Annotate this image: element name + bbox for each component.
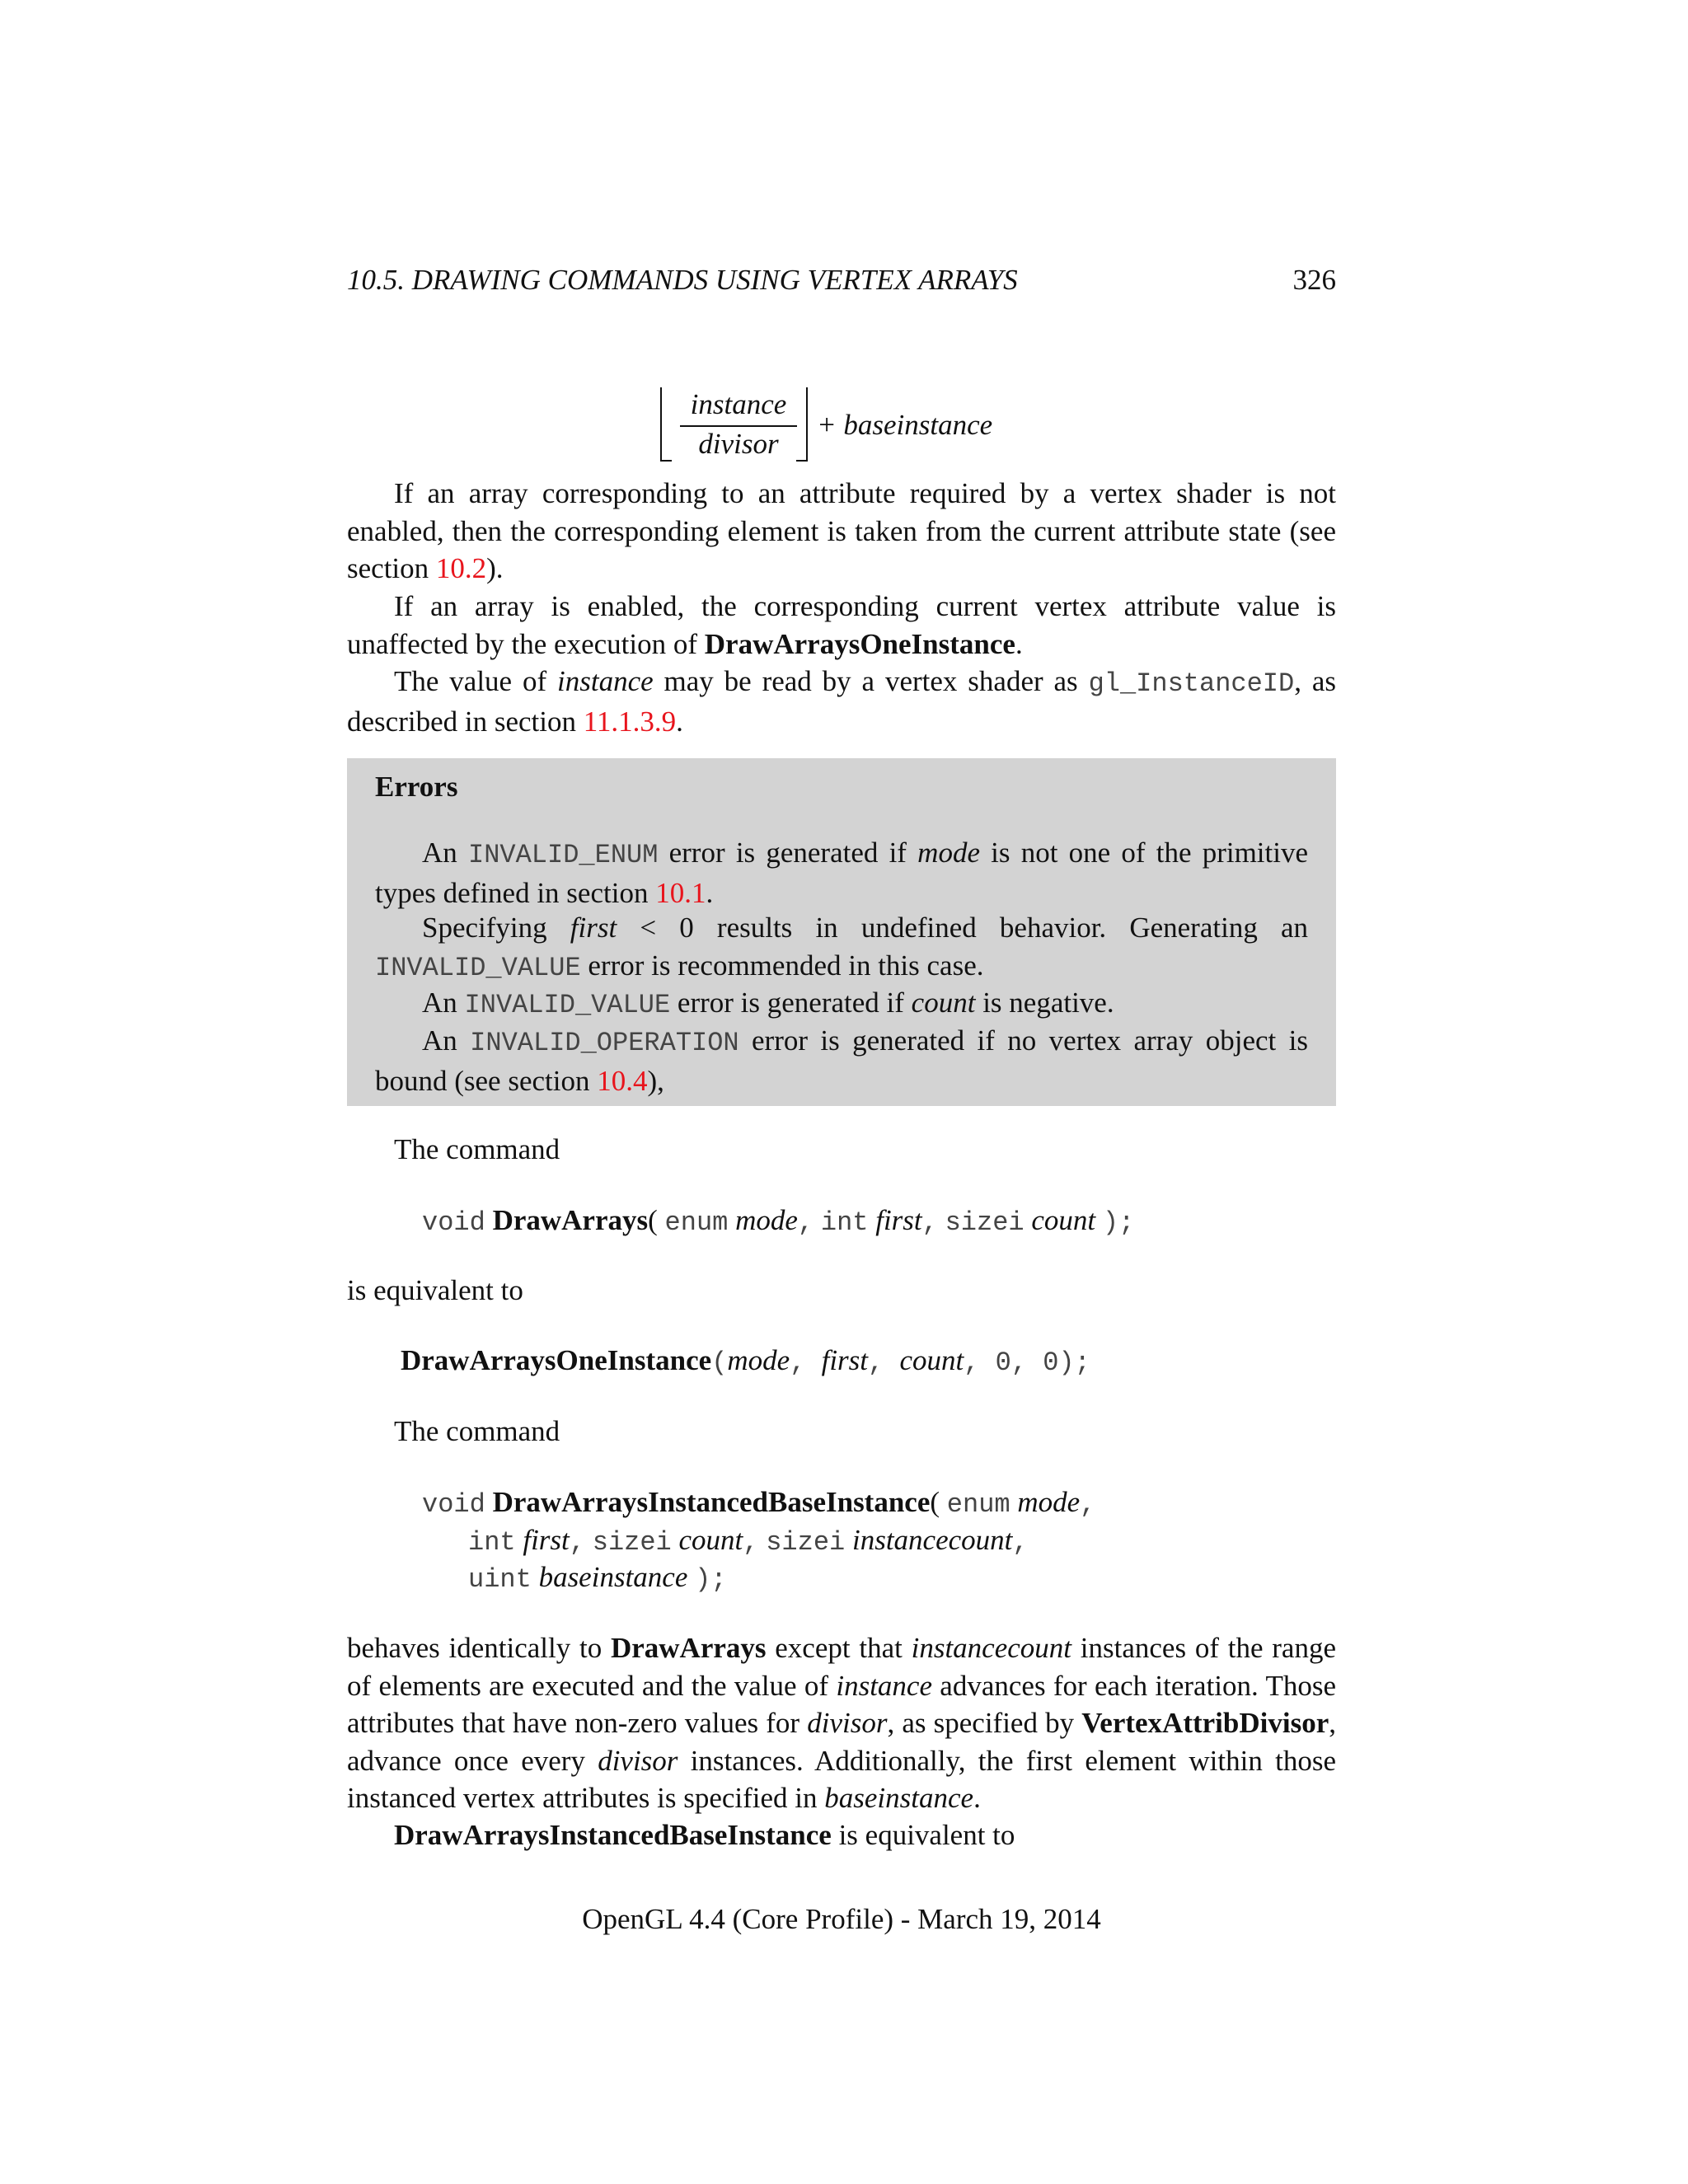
- code-token: gl_InstanceID: [1088, 668, 1295, 699]
- param-name: baseinstance: [538, 1561, 688, 1593]
- type-keyword: sizei: [945, 1207, 1025, 1238]
- drawarraysoneinstance-call: [401, 1342, 1090, 1382]
- paragraph-behaves-identically: [347, 1629, 1336, 1817]
- param-name: instance: [836, 1669, 932, 1702]
- section-link-10-4[interactable]: 10.4: [597, 1064, 648, 1097]
- text: If an array is enabled, the corresponding current vertex attribute value is unaffected by the execution of: [347, 590, 1336, 660]
- floor-bracket-right: [796, 387, 808, 462]
- text: .: [676, 705, 683, 738]
- drawarraysinstancedbaseinstance-decl-line2: [468, 1521, 1029, 1562]
- function-name: VertexAttribDivisor: [1081, 1707, 1329, 1739]
- text: < 0 results in undefined behavior. Generating an: [617, 912, 1309, 944]
- type-keyword: sizei: [766, 1527, 846, 1558]
- paragraph-instance-id: [347, 663, 1336, 740]
- drawarrays-declaration: [422, 1202, 1134, 1242]
- text: is negative.: [975, 987, 1114, 1019]
- error-invalid-operation: [375, 1022, 1308, 1099]
- document-page: [347, 0, 1336, 2184]
- text: , advance once every: [347, 1707, 1336, 1777]
- param-name: first: [875, 1204, 922, 1236]
- error-invalid-enum: [375, 834, 1308, 912]
- text: is not one of the primitive types defined in section: [375, 837, 1309, 909]
- punct: ,: [1012, 1527, 1029, 1558]
- text: ).: [486, 552, 504, 584]
- text: instances of the range of elements are executed and the value of: [347, 1632, 1336, 1702]
- error-count-negative: [375, 984, 1308, 1024]
- text: ),: [647, 1064, 664, 1097]
- punct: (: [711, 1347, 728, 1378]
- param-name: first: [570, 912, 617, 944]
- text: error is recommended in this case.: [580, 949, 984, 982]
- param-name: mode: [727, 1344, 790, 1376]
- punct: ,: [743, 1527, 759, 1558]
- fraction-denominator: divisor: [698, 428, 779, 460]
- punct: (: [648, 1204, 658, 1236]
- function-name: DrawArrays: [492, 1204, 649, 1236]
- paragraph-enabled-array: [347, 588, 1336, 663]
- code-token: INVALID_VALUE: [375, 952, 581, 983]
- param-name: first: [821, 1344, 869, 1376]
- param-name: count: [1031, 1204, 1096, 1236]
- text: .: [706, 876, 714, 909]
- text: error is generated if no vertex array object is bound (see section: [375, 1024, 1309, 1097]
- is-equivalent-to-label: is equivalent to: [347, 1274, 523, 1306]
- param-name: instance: [557, 665, 654, 697]
- text: except that: [766, 1632, 912, 1664]
- text: advances for each iteration. Those attributes that have non-zero values for: [347, 1669, 1336, 1739]
- text: .: [1015, 627, 1023, 660]
- error-first-negative: [375, 909, 1308, 987]
- param-name: mode: [917, 837, 980, 869]
- param-name: baseinstance: [824, 1782, 974, 1814]
- function-name: DrawArraysOneInstance: [401, 1344, 712, 1376]
- text: may be read by a vertex shader as: [653, 665, 1089, 697]
- page-number: 326: [1292, 264, 1336, 296]
- text: If an array corresponding to an attribute required by a vertex shader is not enabled, then the corresponding element is taken from the current attribute state (see section: [347, 477, 1336, 584]
- punct: );: [1102, 1207, 1135, 1238]
- text: , as specified by: [887, 1707, 1082, 1739]
- section-title: 10.5. DRAWING COMMANDS USING VERTEX ARRAYS: [347, 264, 1018, 296]
- drawarraysinstancedbaseinstance-decl-line3: [468, 1558, 727, 1599]
- punct: ,: [1080, 1489, 1096, 1520]
- drawarraysinstancedbaseinstance-decl-line1: [422, 1483, 1095, 1524]
- code-token: INVALID_ENUM: [467, 840, 659, 870]
- punct: ,: [569, 1527, 585, 1558]
- type-keyword: sizei: [592, 1527, 672, 1558]
- param-name: count: [678, 1524, 743, 1556]
- the-command-label-2: The command: [394, 1415, 560, 1447]
- code-token: INVALID_OPERATION: [470, 1028, 739, 1058]
- errors-box: [347, 758, 1336, 1106]
- type-keyword: int: [820, 1207, 869, 1238]
- fraction-numerator: instance: [690, 388, 787, 420]
- formula-plus-term: + baseinstance: [817, 409, 993, 441]
- param-name: count: [899, 1344, 964, 1376]
- type-keyword: void: [422, 1207, 485, 1238]
- type-keyword: uint: [468, 1564, 532, 1595]
- text: The value of: [394, 665, 557, 697]
- the-command-label-1: The command: [394, 1133, 560, 1165]
- punct: ,: [790, 1347, 822, 1378]
- function-name: DrawArrays: [610, 1632, 767, 1664]
- code-token: INVALID_VALUE: [464, 990, 671, 1020]
- text: instances. Additionally, the first element within those instanced vertex attributes is specified in: [347, 1744, 1336, 1814]
- function-name: DrawArraysInstancedBaseInstance: [492, 1486, 931, 1518]
- text: An: [422, 837, 468, 869]
- param-name: divisor: [807, 1707, 888, 1739]
- instance-formula: [660, 386, 1072, 468]
- type-keyword: enum: [664, 1207, 729, 1238]
- punct: (: [930, 1486, 940, 1518]
- text: .: [973, 1782, 981, 1814]
- function-name: DrawArraysOneInstance: [704, 627, 1015, 660]
- paragraph-disabled-array: [347, 475, 1336, 588]
- text: error is generated if: [670, 987, 912, 1019]
- text: is equivalent to: [831, 1819, 1015, 1851]
- param-name: mode: [735, 1204, 798, 1236]
- section-link-11-1-3-9[interactable]: 11.1.3.9: [583, 705, 677, 738]
- text: error is generated if: [658, 837, 918, 869]
- section-link-10-1[interactable]: 10.1: [655, 876, 706, 909]
- floor-bracket-left: [660, 387, 672, 462]
- paragraph-equivalent-to: [394, 1816, 1015, 1854]
- punct: ,: [797, 1207, 814, 1238]
- punct: );: [695, 1564, 727, 1595]
- text: An: [422, 987, 465, 1019]
- errors-title: Errors: [375, 771, 458, 803]
- type-keyword: enum: [946, 1489, 1010, 1520]
- param-name: count: [911, 987, 976, 1019]
- text: behaves identically to: [347, 1632, 611, 1664]
- text: An: [422, 1024, 471, 1057]
- param-name: instancecount: [851, 1524, 1013, 1556]
- text: Specifying: [422, 912, 570, 944]
- page-footer: OpenGL 4.4 (Core Profile) - March 19, 2014: [582, 1903, 1101, 1935]
- param-name: divisor: [598, 1744, 678, 1777]
- function-name: DrawArraysInstancedBaseInstance: [394, 1819, 832, 1851]
- type-keyword: void: [422, 1489, 485, 1520]
- param-name: mode: [1017, 1486, 1081, 1518]
- param-name: first: [523, 1524, 570, 1556]
- running-header: [347, 261, 1336, 299]
- punct: , 0, 0);: [964, 1347, 1090, 1378]
- section-link-10-2[interactable]: 10.2: [435, 552, 487, 584]
- type-keyword: int: [468, 1527, 516, 1558]
- text: , as described in section: [347, 665, 1336, 738]
- punct: ,: [921, 1207, 938, 1238]
- punct: ,: [868, 1347, 900, 1378]
- param-name: instancecount: [911, 1632, 1072, 1664]
